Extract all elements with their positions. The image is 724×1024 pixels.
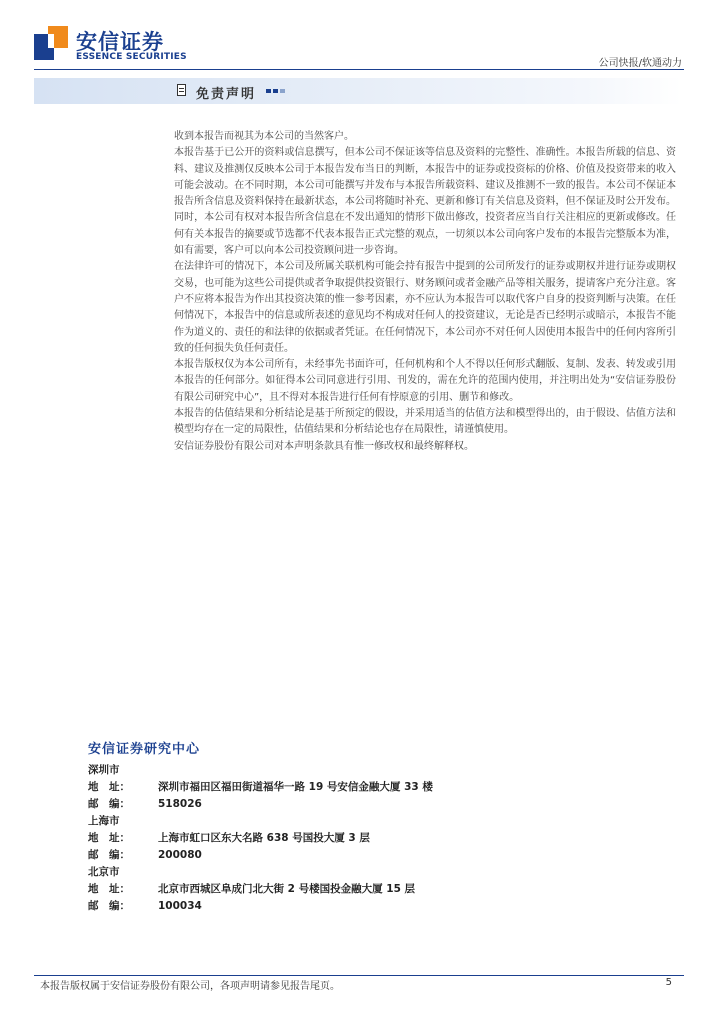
logo-mark-icon xyxy=(34,26,68,60)
banner-decoration xyxy=(266,89,285,93)
address-label: 地 址： xyxy=(88,781,130,793)
address-label: 地 址： xyxy=(88,832,130,844)
office-postcode-row xyxy=(88,847,508,863)
research-center xyxy=(88,739,508,914)
address-label: 地 址： xyxy=(88,883,130,895)
page-number: 5 xyxy=(665,977,672,988)
office-address: 深圳市福田区福田街道福华一路 19 号安信金融大厦 33 楼 xyxy=(158,781,433,793)
disclaimer-paragraph: 安信证券股份有限公司对本声明条款具有惟一修改权和最终解释权。 xyxy=(174,440,474,452)
postcode-label: 邮 编： xyxy=(88,849,130,861)
company-logo xyxy=(34,24,187,64)
office-address-row xyxy=(88,779,508,795)
research-center-title: 安信证券研究中心 xyxy=(88,742,201,757)
brand-name-en: ESSENCE SECURITIES xyxy=(76,52,187,62)
office-city: 上海市 xyxy=(88,815,120,827)
office-city: 深圳市 xyxy=(88,764,120,776)
postcode-label: 邮 编： xyxy=(88,798,130,810)
disclaimer-body xyxy=(174,129,676,455)
section-title: 免责声明 xyxy=(196,87,257,102)
office-address: 北京市西城区阜成门北大街 2 号楼国投金融大厦 15 层 xyxy=(158,883,416,895)
office-postcode: 518026 xyxy=(158,798,202,810)
disclaimer-paragraph: 本报告基于已公开的资料或信息撰写，但本公司不保证该等信息及资料的完整性、准确性。本报告所载的信息、资料、建议及推测仅反映本公司于本报告发布当日的判断，本报告中的证券或投资标的价格、价值及投资带来的收入可能会波动。在不同时期，本公司可能撰写并发布与本报告所载资料、建议及推测不一致的报告。本公司不保证本报告所含信息及资料保持在最新状态，本公司将随时补充、更新和修订有关信息及资料，但不保证及时公开发布。同时，本公司有权对本报告所含信息在不发出通知的情形下做出修改，投资者应当自行关注相应的更新或修改。任何有关本报告的摘要或节选都不代表本报告正式完整的观点，一切须以本公司向客户发布的本报告完整版本为准，如有需要，客户可以向本公司投资顾问进一步咨询。 xyxy=(174,147,676,257)
disclaimer-paragraph: 收到本报告而视其为本公司的当然客户。 xyxy=(174,131,354,142)
office-city: 北京市 xyxy=(88,866,120,878)
office-postcode-row xyxy=(88,898,508,914)
report-type: 公司快报/软通动力 xyxy=(598,58,682,69)
document-icon xyxy=(177,84,186,96)
office-address-row xyxy=(88,830,508,846)
disclaimer-paragraph: 在法律许可的情况下，本公司及所属关联机构可能会持有报告中提到的公司所发行的证券或期权并进行证券或期权交易，也可能为这些公司提供或者争取提供投资银行、财务顾问或者金融产品等相关服务，提请客户充分注意。客户不应将本报告为作出其投资决策的惟一参考因素，亦不应认为本报告可以取代客户自身的投资判断与决策。在任何情况下，本报告中的信息或所表述的意见均不构成对任何人的投资建议，无论是否已经明示或暗示，本报告不能作为道义的、责任的和法律的依据或者凭证。在任何情况下，本公司亦不对任何人因使用本报告中的任何内容所引致的任何损失负任何责任。 xyxy=(174,261,676,354)
brand-name-cn: 安信证券 xyxy=(76,30,164,54)
section-banner xyxy=(34,78,682,104)
office-address-row xyxy=(88,881,508,897)
footer-divider xyxy=(34,975,684,976)
header-divider xyxy=(34,69,684,70)
footer-copyright: 本报告版权属于安信证券股份有限公司，各项声明请参见报告尾页。 xyxy=(40,981,340,992)
office-postcode-row xyxy=(88,796,508,812)
office-postcode: 200080 xyxy=(158,849,202,861)
disclaimer-paragraph: 本报告版权仅为本公司所有，未经事先书面许可，任何机构和个人不得以任何形式翻版、复制、发表、转发或引用本报告的任何部分。如征得本公司同意进行引用、刊发的，需在允许的范围内使用，并注明出处为“安信证券股份有限公司研究中心”，且不得对本报告进行任何有悖原意的引用、删节和修改。 xyxy=(174,359,676,403)
postcode-label: 邮 编： xyxy=(88,900,130,912)
office-address: 上海市虹口区东大名路 638 号国投大厦 3 层 xyxy=(158,832,370,844)
office-postcode: 100034 xyxy=(158,900,202,912)
disclaimer-paragraph: 本报告的估值结果和分析结论是基于所预定的假设，并采用适当的估值方法和模型得出的，由于假设、估值方法和模型均存在一定的局限性，估值结果和分析结论也存在局限性，请谨慎使用。 xyxy=(174,408,676,436)
